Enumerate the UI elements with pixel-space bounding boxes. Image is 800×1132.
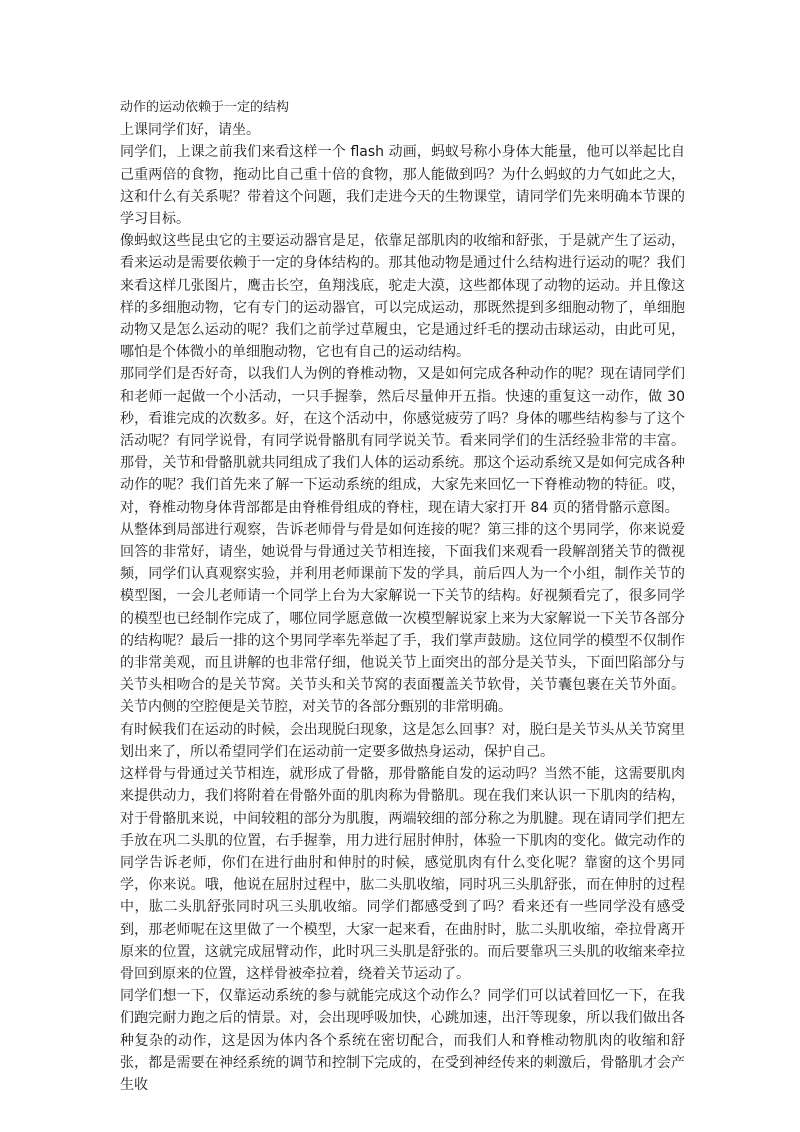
- paragraph-insect-movement: 像蚂蚁这些昆虫它的主要运动器官是足，依靠足部肌肉的收缩和舒张，于是就产生了运动，看来运动是需要依赖于一定的身体结构的。那其他动物是通过什么结构进行运动的呢？我们来看这样几张图片，鹰击长空，鱼翔浅底，驼走大漠，这些都体现了动物的运动。并且像这样的多细胞动物，它有专门的运动器官，可以完成运动，那既然提到多细胞动物了，单细胞动物又是怎么运动的呢？我们之前学过草履虫，它是通过纤毛的摆动击球运动，由此可见，哪怕是个体微小的单细胞动物，它也有自己的运动结构。: [120, 233, 685, 361]
- paragraph-greeting: 上课同学们好，请坐。: [120, 122, 260, 139]
- paragraph-system-coordination: 同学们想一下，仅靠运动系统的参与就能完成这个动作么？同学们可以试着回忆一下，在我们跑完耐力跑之后的情景。对，会出现呼吸加快，心跳加速，出汗等现象，所以我们做出各种复杂的动作，这是因为体内各个系统在密切配合，而我们人和脊椎动物肌肉的收缩和舒张，都是需要在神经系统的调节和控制下完成的，在受到神经传来的刺激后，骨骼肌才会产生收: [120, 988, 685, 1093]
- paragraph-joint-structure: 从整体到局部进行观察，告诉老师骨与骨是如何连接的呢？第三排的这个男同学，你来说爱回答的非常好，请坐，她说骨与骨通过关节相连接，下面我们来观看一段解剖猪关节的微视频，同学们认真观察实验，并利用老师课前下发的学具，前后四人为一个小组，制作关节的模型图，一会儿老师请一个同学上台为大家解说一下关节的结构。好视频看完了，很多同学的模型也已经制作完成了，哪位同学愿意做一次模型解说家上来为大家解说一下关节各部分的结构呢？最后一排的这个男同学率先举起了手，我们掌声鼓励。这位同学的模型不仅制作的非常美观，而且讲解的也非常仔细，他说关节上面突出的部分是关节头，下面凹陷部分与关节头相吻合的是关节窝。关节头和关节窝的表面覆盖关节软骨，关节囊包裹在关节外面。关节内侧的空腔便是关节腔，对关节的各部分甄别的非常明确。: [120, 521, 685, 716]
- document-body: [120, 97, 685, 1096]
- paragraph-intro: 同学们，上课之前我们来看这样一个 flash 动画，蚂蚁号称小身体大能量，他可以举起比自己重两倍的食物，拖动比自己重十倍的食物，那人能做到吗？为什么蚂蚁的力气如此之大，这和什么有关系呢？带着这个问题，我们走进今天的生物课堂，请同学们先来明确本节课的学习目标。: [120, 144, 685, 228]
- document-title: 动作的运动依赖于一定的结构: [120, 100, 290, 115]
- paragraph-dislocation: 有时候我们在运动的时候，会出现脱臼现象，这是怎么回事？对，脱臼是关节头从关节窝里划出来了，所以希望同学们在运动前一定要多做热身运动，保护自己。: [120, 721, 685, 760]
- paragraph-skeletal-muscle: 这样骨与骨通过关节相连，就形成了骨骼，那骨骼能自发的运动吗？当然不能，这需要肌肉来提供动力，我们将附着在骨骼外面的肌肉称为骨骼肌。现在我们来认识一下肌肉的结构，对于骨骼肌来说，中间较粗的部分为肌腹，两端较细的部分称之为肌腱。现在请同学们把左手放在巩二头肌的位置，右手握拳，用力进行屈肘伸肘，体验一下肌肉的变化。做完动作的同学告诉老师，你们在进行曲肘和伸肘的时候，感觉肌肉有什么变化呢？靠窗的这个男同学，你来说。哦，他说在屈肘过程中，肱二头肌收缩，同时巩三头肌舒张，而在伸肘的过程中，肱二头肌舒张同时巩三头肌收缩。同学们都感受到了吗？看来还有一些同学没有感受到，那老师呢在这里做了一个模型，大家一起来看，在曲肘时，肱二头肌收缩，牵拉骨离开原来的位置，这就完成屈臂动作，此时巩三头肌是舒张的。而后要靠巩三头肌的收缩来牵拉骨回到原来的位置，这样骨被牵拉着，绕着关节运动了。: [120, 766, 685, 982]
- paragraph-vertebrate-activity: 那同学们是否好奇，以我们人为例的脊椎动物，又是如何完成各种动作的呢？现在请同学们和老师一起做一个小活动，一只手握拳，然后尽量伸开五指。快速的重复这一动作，做 30 秒，看谁完成的次数多。好，在这个活动中，你感觉疲劳了吗？身体的哪些结构参与了这个活动呢？有同学说骨，有同学说骨骼肌有同学说关节。看来同学们的生活经验非常的丰富。那骨，关节和骨骼肌就共同组成了我们人体的运动系统。那这个运动系统又是如何完成各种动作的呢？我们首先来了解一下运动系统的组成，大家先来回忆一下脊椎动物的特征。哎，对，脊椎动物身体背部都是由脊椎骨组成的脊柱，现在请大家打开 84 页的猪骨骼示意图。: [120, 366, 685, 516]
